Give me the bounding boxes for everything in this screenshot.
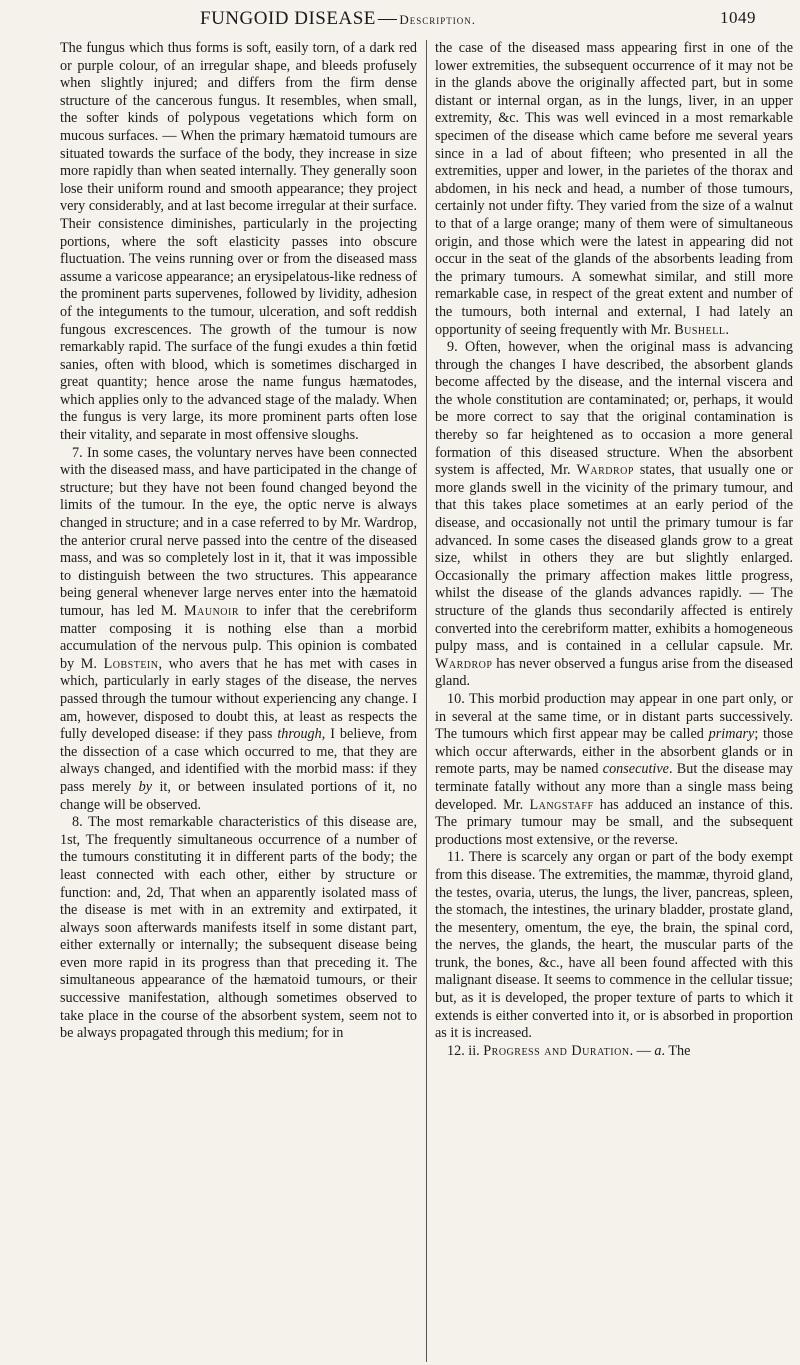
text-run: 10. This morbid production may appear in one part only, or in several at the same time, or in distant parts successively. The tumours which first appear may be called bbox=[435, 690, 793, 743]
small-caps-name: Bushell bbox=[674, 321, 726, 338]
running-head-title: FUNGOID DISEASE bbox=[200, 8, 376, 29]
left-column bbox=[60, 40, 417, 1043]
text-run: The fungus which thus forms is soft, easily torn, of a dark red or purple colour, of an irregular shape, and bleeds profusely when slightly injured; and differs from the firm dense structure of the cancerous fungus. It resembles, when small, the softer kinds of polypous vegetations which form on mucous surfaces. — When the primary hæmatoid tumours are situated towards the surface of the body, they increase in size more rapidly than when seated internally. They generally soon lose their uniform round and smooth appearance; they project very considerably, and at last become irregular at their surface. Their consistence diminishes, particularly in the projecting portions, where the soft elasticity passes into obscure fluctuation. The veins running over or from the diseased mass assume a varicose appearance; an erysipelatous-like redness of the prominent parts supervenes, followed by lividity, adhesion of the integuments to the tumour, ulceration, and soft reddish fungous excrescences. The growth of the tumour is now remarkably rapid. The surface of the fungi exudes a thin fœtid sanies, often with blood, which is sometimes discharged in great quantity; hence arose the name fungus hæmatodes, which applies only to the advanced stage of the malady. When the fungus is very large, its more prominent parts often lose their vitality, and separate in most offensive sloughs. bbox=[60, 40, 417, 444]
page-header bbox=[0, 6, 800, 34]
small-caps-name: Langstaff bbox=[529, 796, 594, 813]
text-run: it, or between insulated portions of it, no change will be observed. bbox=[60, 778, 417, 813]
paragraph bbox=[60, 814, 417, 1043]
text-run: 12. ii. bbox=[447, 1042, 484, 1059]
text-run: 11. There is scarcely any organ or part of the body exempt from this disease. The extremities, the mammæ, thyroid gland, the testes, ovaria, uterus, the lungs, the liver, pancreas, spleen, the stomach, the intestines, the urinary bladder, prostate gland, the mesentery, omentum, the eye, the brain, the spinal cord, the nerves, the glands, the heart, the muscular parts of the trunk, the bones, &c., have all been found affected with this malignant disease. It seems to commence in the cellular tissue; but, as it is developed, the proper texture of parts to which it extends is either converted into it, or is absorbed in proportion as it is increased. bbox=[435, 849, 793, 1042]
running-head-dash: — bbox=[377, 8, 398, 29]
text-run: has adduced an instance of this. The primary tumour may be small, and the subsequent productions most extensive, or the reverse. bbox=[435, 796, 794, 848]
italic-text: by bbox=[138, 778, 153, 795]
paragraph bbox=[435, 691, 793, 849]
text-run: ; those which occur afterwards, either in the absorbent glands or in remote parts, may be named bbox=[435, 726, 794, 778]
text-run: . bbox=[725, 321, 730, 338]
italic-text: through bbox=[277, 726, 322, 743]
text-run: . The bbox=[661, 1042, 691, 1059]
text-run: . But the disease may terminate fatally without any more than a single mass being developed. Mr. bbox=[435, 761, 793, 813]
paragraph bbox=[435, 339, 793, 691]
small-caps-name: Wardrop bbox=[576, 462, 634, 479]
text-run: to infer that the cerebriform matter composing it is nothing else than a morbid accumulation of the nervous pulp. This opinion is combated by M. bbox=[60, 603, 417, 672]
text-run: 8. The most remarkable characteristics of this disease are, 1st, The frequently simultaneous occurrence of a number of the tumours constituting it in different parts of the body; the least connected with each other, either by structure or function: and, 2d, That when an apparently isolated mass of the disease is met with in an extremity and extirpated, it always soon afterwards manifests itself in some distant part, either externally or internally; the subsequent disease being even more rapid in its progress than that preceding it. The simultaneous appearance of the hæmatoid tumours, or their successive manifestation, although sometimes observed to take place in the course of the absorbent system, seem not to be always propagated through this medium; for in bbox=[60, 814, 417, 1042]
paragraph bbox=[435, 1043, 793, 1061]
text-run: the case of the diseased mass appearing first in one of the lower extremities, the subsequent occurrence of it may not be in the glands above the originally affected part, but in some distant or internal organ, as in the lungs, liver, in an upper extremity, &c. This was well evinced in a most remarkable specimen of the disease which came before me several years since in a lad of about fifteen; who presented in all the extremities, upper and lower, in the parietes of the thorax and abdomen, in his neck and head, a number of those tumours, certainly not under fifty. They varied from the size of a walnut to that of a large orange; many of them were of simultaneous origin, and those which were the latest in appearing did not occur in the seat of the glands of the absorbents leading from the primary tumours. A somewhat similar, and still more remarkable case, in respect of the great extent and number of the tumours, both internal and external, I had lately an opportunity of seeing frequently with Mr. bbox=[435, 40, 793, 338]
text-run: has never observed a fungus arise from the diseased gland. bbox=[435, 655, 793, 690]
small-caps-name: Maunoir bbox=[184, 603, 240, 619]
italic-text: primary bbox=[708, 726, 755, 743]
right-column bbox=[435, 40, 793, 1060]
italic-text: a bbox=[654, 1042, 662, 1059]
small-caps-name: Wardrop bbox=[435, 655, 493, 672]
text-run: , who avers that he has met with cases in which, particularly in early stages of the disease, the nerves passed through the tumour without experiencing any change. I am, however, disposed to doubt this, at least as respects the fully developed disease: if they pass bbox=[60, 655, 417, 743]
text-run: , I believe, from the dissection of a case which occurred to me, that they are always changed, and identified with the morbid mass: if they pass merely bbox=[60, 726, 417, 795]
text-run: 7. In some cases, the voluntary nerves have been connected with the diseased mass, and have participated in the change of structure; but they have not been found changed beyond the limits of the tumour. In the eye, the optic nerve is always changed in structure; and in a case referred to by Mr. Wardrop, the anterior crural nerve passed into the centre of the diseased mass, and was so completely lost in it, that it was impossible to distinguish between the two structures. This appearance being general whenever large nerves enter into the hæmatoid tumour, has led M. bbox=[60, 444, 417, 619]
paragraph bbox=[435, 849, 793, 1043]
small-caps-name: Lobstein bbox=[103, 655, 159, 672]
small-caps-name: Progress and Duration bbox=[483, 1042, 630, 1059]
paragraph bbox=[435, 40, 793, 339]
text-run: 9. Often, however, when the original mass is advancing through the changes I have described, the absorbent glands become affected by the disease, and the internal viscera and the whole constitution are contaminated; or, perhaps, it would be more correct to say that the original contamination is thereby so far heightened as to occasion a more general formation of this diseased structure. When the absorbent system is affected, Mr. bbox=[435, 339, 793, 479]
italic-text: consecutive bbox=[602, 761, 669, 778]
text-run: . — bbox=[629, 1042, 655, 1059]
paragraph bbox=[60, 445, 417, 814]
running-head bbox=[200, 8, 476, 30]
column-divider bbox=[426, 40, 427, 1362]
page-number: 1049 bbox=[720, 8, 756, 27]
text-run: states, that usually one or more glands swell in the vicinity of the primary tumour, and that this takes place sometimes at an early period of the disease, and occasionally not until the primary tumour is far advanced. In some cases the diseased glands grow to a great size, whilst in others they are but slightly enlarged. Occasionally the primary affection makes little progress, whilst the disease of the glands advances rapidly. — The structure of the glands thus secondarily affected is entirely converted into the cerebriform matter, exhibits a homogeneous pulpy mass, and is contained in a cellular capsule. Mr. bbox=[435, 462, 793, 655]
running-head-subtitle: Description. bbox=[399, 12, 477, 27]
paragraph bbox=[60, 40, 417, 445]
